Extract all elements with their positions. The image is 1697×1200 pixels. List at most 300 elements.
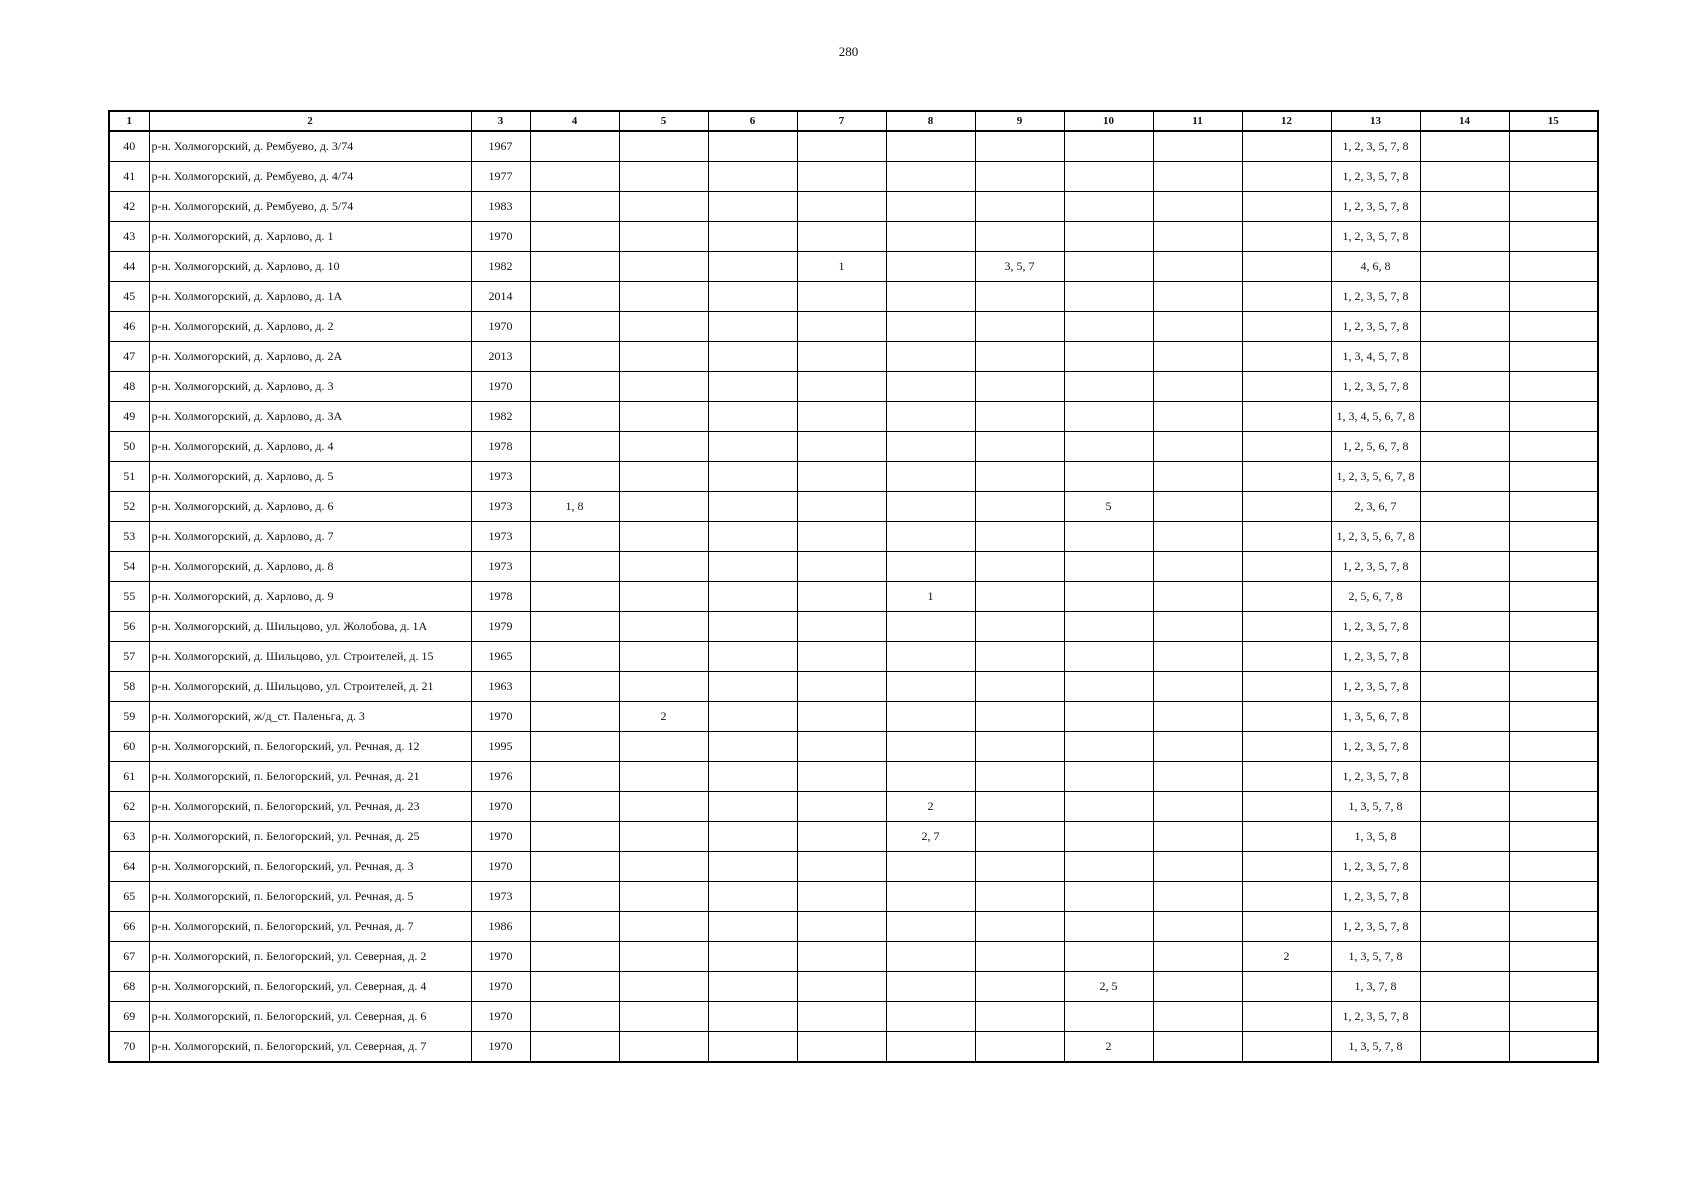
table-cell-col-11 — [1153, 882, 1242, 912]
table-cell-col-1: 43 — [109, 222, 149, 252]
table-cell-col-13: 1, 2, 3, 5, 7, 8 — [1331, 131, 1420, 162]
table-cell-col-5 — [619, 522, 708, 552]
table-cell-col-13: 1, 2, 3, 5, 7, 8 — [1331, 912, 1420, 942]
table-cell-col-2: р-н. Холмогорский, д. Харлово, д. 7 — [149, 522, 471, 552]
table-cell-col-3: 1983 — [471, 192, 530, 222]
table-cell-col-11 — [1153, 1032, 1242, 1063]
table-cell-col-4 — [530, 882, 619, 912]
table-cell-col-11 — [1153, 942, 1242, 972]
table-cell-col-4 — [530, 252, 619, 282]
table-cell-col-9 — [975, 852, 1064, 882]
table-cell-col-4 — [530, 852, 619, 882]
table-cell-col-14 — [1420, 972, 1509, 1002]
table-cell-col-13: 1, 3, 5, 6, 7, 8 — [1331, 702, 1420, 732]
table-cell-col-1: 55 — [109, 582, 149, 612]
table-cell-col-10 — [1064, 702, 1153, 732]
table-cell-col-7 — [797, 792, 886, 822]
table-cell-col-12 — [1242, 582, 1331, 612]
table-cell-col-13: 1, 2, 3, 5, 7, 8 — [1331, 852, 1420, 882]
table-cell-col-15 — [1509, 912, 1598, 942]
table-cell-col-11 — [1153, 192, 1242, 222]
table-cell-col-10: 2, 5 — [1064, 972, 1153, 1002]
table-cell-col-8 — [886, 222, 975, 252]
table-cell-col-7 — [797, 972, 886, 1002]
table-cell-col-9 — [975, 222, 1064, 252]
table-cell-col-9 — [975, 1032, 1064, 1063]
housing-register-table — [108, 110, 1599, 1063]
table-cell-col-14 — [1420, 792, 1509, 822]
table-cell-col-6 — [708, 342, 797, 372]
table-cell-col-15 — [1509, 222, 1598, 252]
table-cell-col-15 — [1509, 372, 1598, 402]
table-cell-col-7 — [797, 312, 886, 342]
table-cell-col-11 — [1153, 342, 1242, 372]
table-cell-col-1: 62 — [109, 792, 149, 822]
table-cell-col-8 — [886, 762, 975, 792]
table-cell-col-1: 58 — [109, 672, 149, 702]
table-cell-col-4 — [530, 972, 619, 1002]
table-cell-col-13: 2, 3, 6, 7 — [1331, 492, 1420, 522]
table-cell-col-6 — [708, 732, 797, 762]
table-cell-col-7 — [797, 131, 886, 162]
table-cell-col-14 — [1420, 702, 1509, 732]
table-cell-col-9 — [975, 582, 1064, 612]
table-cell-col-12 — [1242, 732, 1331, 762]
table-cell-col-4 — [530, 522, 619, 552]
table-row — [109, 792, 1598, 822]
table-cell-col-11 — [1153, 372, 1242, 402]
table-cell-col-7 — [797, 912, 886, 942]
table-cell-col-10 — [1064, 522, 1153, 552]
table-row — [109, 1002, 1598, 1032]
table-cell-col-8 — [886, 702, 975, 732]
table-cell-col-7 — [797, 282, 886, 312]
table-cell-col-5 — [619, 372, 708, 402]
table-cell-col-15 — [1509, 312, 1598, 342]
table-cell-col-2: р-н. Холмогорский, п. Белогорский, ул. Речная, д. 7 — [149, 912, 471, 942]
table-cell-col-15 — [1509, 762, 1598, 792]
table-cell-col-4 — [530, 792, 619, 822]
column-header-1: 1 — [109, 111, 149, 131]
table-cell-col-4 — [530, 702, 619, 732]
table-cell-col-2: р-н. Холмогорский, п. Белогорский, ул. Северная, д. 7 — [149, 1032, 471, 1063]
table-cell-col-8 — [886, 192, 975, 222]
table-row — [109, 192, 1598, 222]
table-row — [109, 762, 1598, 792]
table-cell-col-2: р-н. Холмогорский, д. Харлово, д. 1А — [149, 282, 471, 312]
table-cell-col-5 — [619, 852, 708, 882]
table-cell-col-15 — [1509, 522, 1598, 552]
table-cell-col-15 — [1509, 252, 1598, 282]
table-cell-col-4 — [530, 312, 619, 342]
table-cell-col-12 — [1242, 612, 1331, 642]
table-cell-col-14 — [1420, 282, 1509, 312]
table-cell-col-3: 1963 — [471, 672, 530, 702]
table-row — [109, 732, 1598, 762]
table-cell-col-2: р-н. Холмогорский, д. Харлово, д. 9 — [149, 582, 471, 612]
column-header-row — [109, 111, 1598, 131]
table-cell-col-9 — [975, 732, 1064, 762]
table-cell-col-2: р-н. Холмогорский, д. Шильцово, ул. Жолобова, д. 1А — [149, 612, 471, 642]
table-cell-col-10 — [1064, 672, 1153, 702]
table-cell-col-5 — [619, 222, 708, 252]
table-cell-col-2: р-н. Холмогорский, п. Белогорский, ул. Северная, д. 2 — [149, 942, 471, 972]
table-cell-col-14 — [1420, 732, 1509, 762]
table-cell-col-4 — [530, 192, 619, 222]
table-cell-col-7 — [797, 732, 886, 762]
table-row — [109, 642, 1598, 672]
table-cell-col-4 — [530, 762, 619, 792]
table-cell-col-12 — [1242, 1002, 1331, 1032]
table-cell-col-14 — [1420, 252, 1509, 282]
table-cell-col-11 — [1153, 642, 1242, 672]
table-cell-col-12 — [1242, 282, 1331, 312]
table-cell-col-8 — [886, 612, 975, 642]
table-cell-col-5 — [619, 131, 708, 162]
table-row — [109, 912, 1598, 942]
table-cell-col-10 — [1064, 252, 1153, 282]
table-cell-col-8: 1 — [886, 582, 975, 612]
table-cell-col-10 — [1064, 942, 1153, 972]
table-cell-col-2: р-н. Холмогорский, д. Харлово, д. 1 — [149, 222, 471, 252]
table-cell-col-5 — [619, 282, 708, 312]
table-cell-col-9 — [975, 402, 1064, 432]
table-cell-col-3: 1986 — [471, 912, 530, 942]
table-cell-col-8 — [886, 312, 975, 342]
table-cell-col-10 — [1064, 582, 1153, 612]
table-cell-col-12 — [1242, 912, 1331, 942]
table-cell-col-9 — [975, 702, 1064, 732]
table-cell-col-3: 1982 — [471, 402, 530, 432]
table-cell-col-6 — [708, 252, 797, 282]
column-header-6: 6 — [708, 111, 797, 131]
table-cell-col-9 — [975, 672, 1064, 702]
table-cell-col-2: р-н. Холмогорский, д. Шильцово, ул. Строителей, д. 15 — [149, 642, 471, 672]
table-cell-col-1: 47 — [109, 342, 149, 372]
table-cell-col-12 — [1242, 522, 1331, 552]
table-cell-col-9 — [975, 312, 1064, 342]
column-header-10: 10 — [1064, 111, 1153, 131]
table-cell-col-5 — [619, 342, 708, 372]
table-cell-col-1: 46 — [109, 312, 149, 342]
column-header-3: 3 — [471, 111, 530, 131]
table-cell-col-4 — [530, 1002, 619, 1032]
table-cell-col-4 — [530, 372, 619, 402]
table-cell-col-8 — [886, 972, 975, 1002]
table-cell-col-1: 66 — [109, 912, 149, 942]
table-cell-col-6 — [708, 552, 797, 582]
table-cell-col-11 — [1153, 612, 1242, 642]
table-cell-col-14 — [1420, 192, 1509, 222]
table-cell-col-13: 1, 3, 4, 5, 7, 8 — [1331, 342, 1420, 372]
table-cell-col-1: 40 — [109, 131, 149, 162]
table-cell-col-12 — [1242, 162, 1331, 192]
table-cell-col-14 — [1420, 402, 1509, 432]
table-cell-col-2: р-н. Холмогорский, д. Рембуево, д. 3/74 — [149, 131, 471, 162]
table-cell-col-10 — [1064, 552, 1153, 582]
table-cell-col-7 — [797, 492, 886, 522]
table-cell-col-11 — [1153, 162, 1242, 192]
table-cell-col-9 — [975, 552, 1064, 582]
table-cell-col-3: 1976 — [471, 762, 530, 792]
table-cell-col-2: р-н. Холмогорский, д. Харлово, д. 3 — [149, 372, 471, 402]
table-cell-col-7: 1 — [797, 252, 886, 282]
table-cell-col-14 — [1420, 852, 1509, 882]
table-cell-col-7 — [797, 762, 886, 792]
table-cell-col-10 — [1064, 612, 1153, 642]
table-cell-col-13: 1, 3, 5, 7, 8 — [1331, 792, 1420, 822]
column-header-2: 2 — [149, 111, 471, 131]
column-header-13: 13 — [1331, 111, 1420, 131]
table-cell-col-5 — [619, 672, 708, 702]
table-cell-col-3: 1973 — [471, 462, 530, 492]
table-cell-col-12 — [1242, 192, 1331, 222]
table-cell-col-2: р-н. Холмогорский, п. Белогорский, ул. Речная, д. 21 — [149, 762, 471, 792]
table-cell-col-14 — [1420, 1002, 1509, 1032]
table-cell-col-7 — [797, 462, 886, 492]
table-cell-col-12 — [1242, 312, 1331, 342]
table-cell-col-10 — [1064, 432, 1153, 462]
table-cell-col-8 — [886, 131, 975, 162]
table-cell-col-11 — [1153, 972, 1242, 1002]
table-cell-col-13: 1, 2, 3, 5, 7, 8 — [1331, 282, 1420, 312]
table-cell-col-3: 1970 — [471, 792, 530, 822]
table-cell-col-7 — [797, 942, 886, 972]
table-cell-col-1: 42 — [109, 192, 149, 222]
table-cell-col-14 — [1420, 942, 1509, 972]
table-cell-col-9 — [975, 131, 1064, 162]
table-cell-col-8 — [886, 342, 975, 372]
table-cell-col-11 — [1153, 762, 1242, 792]
table-cell-col-9 — [975, 432, 1064, 462]
table-cell-col-6 — [708, 372, 797, 402]
table-cell-col-1: 54 — [109, 552, 149, 582]
table-cell-col-5 — [619, 732, 708, 762]
table-cell-col-14 — [1420, 642, 1509, 672]
table-cell-col-15 — [1509, 432, 1598, 462]
table-cell-col-3: 1970 — [471, 822, 530, 852]
table-cell-col-9 — [975, 372, 1064, 402]
table-cell-col-5: 2 — [619, 702, 708, 732]
table-cell-col-10 — [1064, 912, 1153, 942]
table-cell-col-11 — [1153, 582, 1242, 612]
table-cell-col-1: 44 — [109, 252, 149, 282]
table-cell-col-15 — [1509, 1002, 1598, 1032]
table-cell-col-8 — [886, 882, 975, 912]
table-cell-col-10 — [1064, 882, 1153, 912]
table-cell-col-3: 1977 — [471, 162, 530, 192]
table-cell-col-8 — [886, 162, 975, 192]
table-cell-col-12 — [1242, 131, 1331, 162]
table-cell-col-8: 2 — [886, 792, 975, 822]
table-cell-col-15 — [1509, 642, 1598, 672]
table-cell-col-11 — [1153, 282, 1242, 312]
table-cell-col-10 — [1064, 282, 1153, 312]
table-row — [109, 372, 1598, 402]
table-cell-col-14 — [1420, 1032, 1509, 1063]
table-cell-col-4 — [530, 552, 619, 582]
table-cell-col-4 — [530, 822, 619, 852]
table-cell-col-7 — [797, 702, 886, 732]
table-cell-col-5 — [619, 972, 708, 1002]
table-cell-col-12 — [1242, 762, 1331, 792]
table-cell-col-11 — [1153, 1002, 1242, 1032]
table-cell-col-15 — [1509, 942, 1598, 972]
table-cell-col-5 — [619, 822, 708, 852]
table-cell-col-6 — [708, 582, 797, 612]
table-cell-col-1: 69 — [109, 1002, 149, 1032]
table-cell-col-1: 50 — [109, 432, 149, 462]
table-cell-col-5 — [619, 582, 708, 612]
column-header-8: 8 — [886, 111, 975, 131]
table-cell-col-7 — [797, 552, 886, 582]
table-row — [109, 582, 1598, 612]
table-cell-col-7 — [797, 612, 886, 642]
table-cell-col-10 — [1064, 1002, 1153, 1032]
table-cell-col-6 — [708, 762, 797, 792]
table-cell-col-9 — [975, 942, 1064, 972]
table-cell-col-5 — [619, 612, 708, 642]
table-cell-col-3: 1973 — [471, 492, 530, 522]
table-cell-col-5 — [619, 552, 708, 582]
table-cell-col-6 — [708, 282, 797, 312]
table-cell-col-5 — [619, 792, 708, 822]
table-cell-col-5 — [619, 942, 708, 972]
table-cell-col-11 — [1153, 462, 1242, 492]
table-cell-col-3: 1978 — [471, 582, 530, 612]
table-cell-col-10 — [1064, 131, 1153, 162]
table-cell-col-11 — [1153, 131, 1242, 162]
column-header-5: 5 — [619, 111, 708, 131]
table-cell-col-3: 2014 — [471, 282, 530, 312]
table-cell-col-12 — [1242, 702, 1331, 732]
table-cell-col-11 — [1153, 432, 1242, 462]
table-cell-col-7 — [797, 372, 886, 402]
table-cell-col-1: 65 — [109, 882, 149, 912]
table-cell-col-1: 70 — [109, 1032, 149, 1063]
table-cell-col-15 — [1509, 582, 1598, 612]
table-cell-col-9 — [975, 162, 1064, 192]
table-cell-col-12 — [1242, 672, 1331, 702]
table-cell-col-6 — [708, 852, 797, 882]
table-cell-col-8 — [886, 432, 975, 462]
table-row — [109, 162, 1598, 192]
table-cell-col-2: р-н. Холмогорский, п. Белогорский, ул. Речная, д. 23 — [149, 792, 471, 822]
table-cell-col-12 — [1242, 222, 1331, 252]
table-row — [109, 402, 1598, 432]
table-cell-col-14 — [1420, 882, 1509, 912]
table-row — [109, 342, 1598, 372]
table-cell-col-7 — [797, 222, 886, 252]
table-cell-col-4 — [530, 131, 619, 162]
table-cell-col-14 — [1420, 222, 1509, 252]
table-cell-col-10: 5 — [1064, 492, 1153, 522]
table-cell-col-1: 51 — [109, 462, 149, 492]
table-cell-col-8 — [886, 942, 975, 972]
table-cell-col-3: 1973 — [471, 882, 530, 912]
table-cell-col-10 — [1064, 312, 1153, 342]
table-cell-col-15 — [1509, 612, 1598, 642]
table-cell-col-14 — [1420, 372, 1509, 402]
table-cell-col-10 — [1064, 462, 1153, 492]
table-cell-col-6 — [708, 312, 797, 342]
table-cell-col-5 — [619, 252, 708, 282]
table-cell-col-13: 1, 3, 7, 8 — [1331, 972, 1420, 1002]
table-cell-col-10 — [1064, 372, 1153, 402]
table-cell-col-11 — [1153, 702, 1242, 732]
table-cell-col-8 — [886, 852, 975, 882]
table-cell-col-8 — [886, 642, 975, 672]
table-cell-col-1: 60 — [109, 732, 149, 762]
table-cell-col-13: 1, 2, 3, 5, 7, 8 — [1331, 672, 1420, 702]
table-cell-col-3: 2013 — [471, 342, 530, 372]
table-row — [109, 1032, 1598, 1063]
table-cell-col-10 — [1064, 192, 1153, 222]
table-cell-col-14 — [1420, 762, 1509, 792]
table-cell-col-13: 1, 2, 3, 5, 7, 8 — [1331, 1002, 1420, 1032]
table-cell-col-5 — [619, 762, 708, 792]
table-row — [109, 612, 1598, 642]
table-cell-col-11 — [1153, 822, 1242, 852]
table-cell-col-6 — [708, 192, 797, 222]
table-cell-col-13: 1, 2, 3, 5, 7, 8 — [1331, 372, 1420, 402]
table-cell-col-13: 1, 2, 3, 5, 7, 8 — [1331, 312, 1420, 342]
table-cell-col-4 — [530, 462, 619, 492]
table-cell-col-2: р-н. Холмогорский, д. Харлово, д. 2 — [149, 312, 471, 342]
table-cell-col-14 — [1420, 131, 1509, 162]
table-cell-col-5 — [619, 432, 708, 462]
table-cell-col-13: 1, 3, 5, 7, 8 — [1331, 942, 1420, 972]
table-cell-col-14 — [1420, 912, 1509, 942]
table-cell-col-14 — [1420, 342, 1509, 372]
table-cell-col-7 — [797, 162, 886, 192]
table-cell-col-1: 63 — [109, 822, 149, 852]
table-cell-col-7 — [797, 192, 886, 222]
table-cell-col-8 — [886, 1002, 975, 1032]
table-cell-col-9 — [975, 492, 1064, 522]
table-cell-col-12: 2 — [1242, 942, 1331, 972]
table-cell-col-4 — [530, 162, 619, 192]
table-cell-col-4 — [530, 612, 619, 642]
table-cell-col-12 — [1242, 1032, 1331, 1063]
table-cell-col-14 — [1420, 612, 1509, 642]
table-row — [109, 222, 1598, 252]
table-cell-col-3: 1970 — [471, 702, 530, 732]
table-cell-col-4 — [530, 402, 619, 432]
table-cell-col-6 — [708, 462, 797, 492]
table-cell-col-4 — [530, 672, 619, 702]
table-cell-col-6 — [708, 642, 797, 672]
table-cell-col-1: 57 — [109, 642, 149, 672]
table-cell-col-10 — [1064, 342, 1153, 372]
table-cell-col-13: 1, 2, 3, 5, 6, 7, 8 — [1331, 522, 1420, 552]
table-cell-col-4 — [530, 432, 619, 462]
table-cell-col-2: р-н. Холмогорский, д. Шильцово, ул. Строителей, д. 21 — [149, 672, 471, 702]
table-cell-col-8 — [886, 672, 975, 702]
table-cell-col-11 — [1153, 312, 1242, 342]
table-cell-col-2: р-н. Холмогорский, д. Харлово, д. 3А — [149, 402, 471, 432]
table-cell-col-8 — [886, 522, 975, 552]
table-cell-col-1: 59 — [109, 702, 149, 732]
table-cell-col-12 — [1242, 552, 1331, 582]
table-cell-col-5 — [619, 882, 708, 912]
column-header-14: 14 — [1420, 111, 1509, 131]
table-cell-col-5 — [619, 162, 708, 192]
table-row — [109, 522, 1598, 552]
table-cell-col-15 — [1509, 882, 1598, 912]
table-cell-col-9 — [975, 912, 1064, 942]
table-cell-col-10 — [1064, 852, 1153, 882]
